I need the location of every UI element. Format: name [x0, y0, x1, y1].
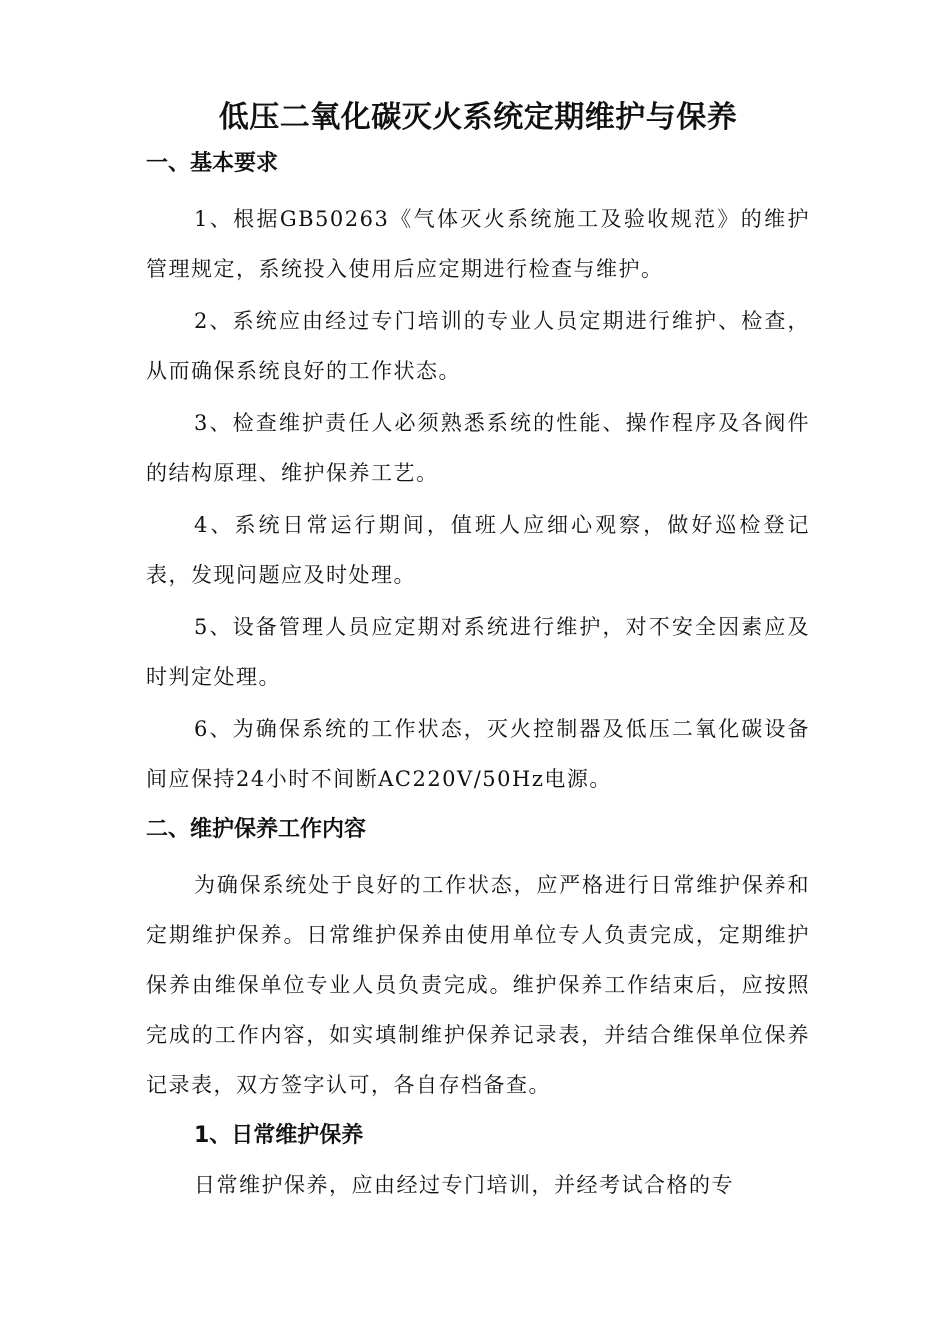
- paragraph: 1、根据GB50263《气体灭火系统施工及验收规范》的维护管理规定，系统投入使用后应定期进行检查与维护。: [146, 207, 810, 281]
- paragraph: 5、设备管理人员应定期对系统进行维护，对不安全因素应及时判定处理。: [146, 615, 810, 689]
- paragraph: 2、系统应由经过专门培训的专业人员定期进行维护、检查，从而确保系统良好的工作状态。: [146, 309, 810, 383]
- paragraph: 6、为确保系统的工作状态，灭火控制器及低压二氧化碳设备间应保持24小时不间断AC220V/50Hz电源。: [146, 717, 810, 791]
- paragraph: 4、系统日常运行期间，值班人应细心观察，做好巡检登记表，发现问题应及时处理。: [146, 513, 810, 587]
- document-title: 低压二氧化碳灭火系统定期维护与保养: [218, 100, 738, 135]
- section-heading-basic-requirements: 一、基本要求: [146, 151, 279, 176]
- paragraph: 为确保系统处于良好的工作状态，应严格进行日常维护保养和定期维护保养。日常维护保养由使用单位专人负责完成，定期维护保养由维保单位专业人员负责完成。维护保养工作结束后，应按照完成的工作内容，如实填制维护保养记录表，并结合维保单位保养记录表，双方签字认可，各自存档备查。: [146, 873, 810, 1097]
- subsection-heading-daily-maintenance: 1、日常维护保养: [194, 1123, 364, 1148]
- paragraph: 3、检查维护责任人必须熟悉系统的性能、操作程序及各阀件的结构原理、维护保养工艺。: [146, 411, 810, 485]
- paragraph: 日常维护保养，应由经过专门培训，并经考试合格的专: [194, 1173, 734, 1197]
- section-heading-maintenance-content: 二、维护保养工作内容: [146, 817, 367, 842]
